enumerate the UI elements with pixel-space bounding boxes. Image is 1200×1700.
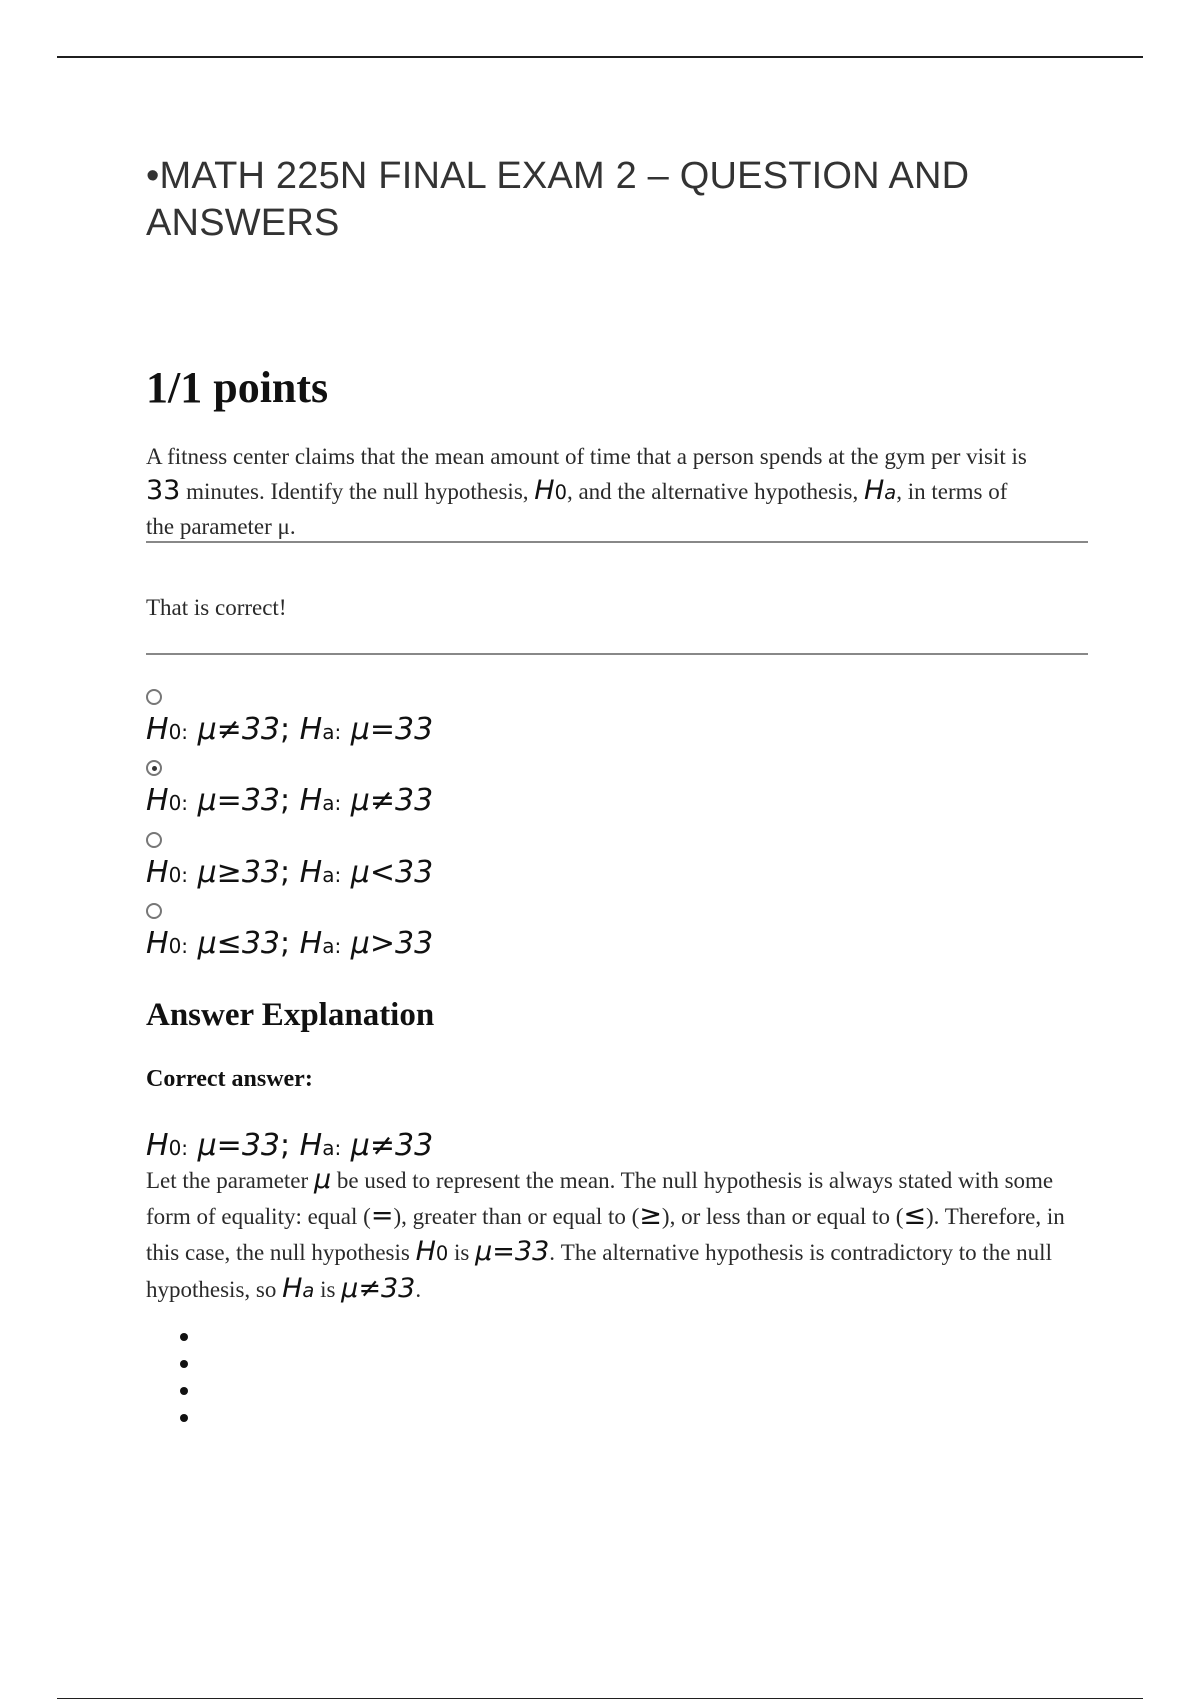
correct-answer-formula: H0: μ=33; Ha: μ≠33 xyxy=(146,1128,434,1163)
h0-symbol: H0 xyxy=(415,1236,449,1267)
top-rule xyxy=(57,56,1143,58)
ha-symbol: Ha xyxy=(863,475,897,506)
option-formula: H0: μ≥33; Ha: μ<33 xyxy=(146,855,434,890)
question-text-part: minutes. Identify the null hypothesis, xyxy=(186,479,529,504)
list-item xyxy=(180,1360,188,1368)
answer-option[interactable] xyxy=(146,832,746,894)
h0-symbol: H0 xyxy=(534,475,567,506)
feedback-message: That is correct! xyxy=(146,595,287,620)
list-item xyxy=(180,1387,188,1395)
option-formula: H0: μ≠33; Ha: μ=33 xyxy=(146,712,434,747)
ha-symbol: Ha xyxy=(282,1273,315,1304)
radio-button[interactable] xyxy=(146,832,162,848)
document-title: •MATH 225N FINAL EXAM 2 – QUESTION AND ANSWERS xyxy=(146,155,970,244)
radio-button[interactable] xyxy=(146,903,162,919)
question-text-part: A fitness center claims that the mean amount of time that a person spends at the gym per visit is xyxy=(146,444,1027,469)
question-text-part: the parameter μ. xyxy=(146,514,296,539)
correct-answer-label: Correct answer: xyxy=(146,1066,313,1092)
answer-explanation-heading: Answer Explanation xyxy=(146,997,435,1033)
radio-button[interactable] xyxy=(146,689,162,705)
answer-option[interactable] xyxy=(146,689,746,751)
points-score: 1/1 points xyxy=(146,363,329,412)
empty-bullet-list xyxy=(180,1333,188,1441)
question-value: 33 xyxy=(146,475,181,506)
question-text-part: , and the alternative hypothesis, xyxy=(566,479,859,504)
divider xyxy=(146,541,1088,543)
bottom-rule xyxy=(57,1698,1143,1699)
mu-symbol: μ xyxy=(313,1164,332,1195)
question-text-part: , in terms of xyxy=(896,479,1008,504)
question-text xyxy=(146,440,1088,544)
option-formula: H0: μ≤33; Ha: μ>33 xyxy=(146,926,434,961)
explanation-text: Let the parameter μ be used to represent the mean. The null hypothesis is always stated with some form of equality: equal (=), greater than or equal to (≥), or less than or equal to (≤). Therefore, in this case, the null hypothesis H0 is μ=33. The alternative hypothesis is contradictory to the null hypothesis, so Ha is μ≠33. xyxy=(146,1164,1065,1304)
list-item xyxy=(180,1333,188,1341)
list-item xyxy=(180,1414,188,1422)
radio-button-selected[interactable] xyxy=(146,760,162,776)
option-formula: H0: μ=33; Ha: μ≠33 xyxy=(146,783,434,818)
divider xyxy=(146,653,1088,655)
answer-option[interactable] xyxy=(146,760,746,822)
answer-option[interactable] xyxy=(146,903,746,965)
